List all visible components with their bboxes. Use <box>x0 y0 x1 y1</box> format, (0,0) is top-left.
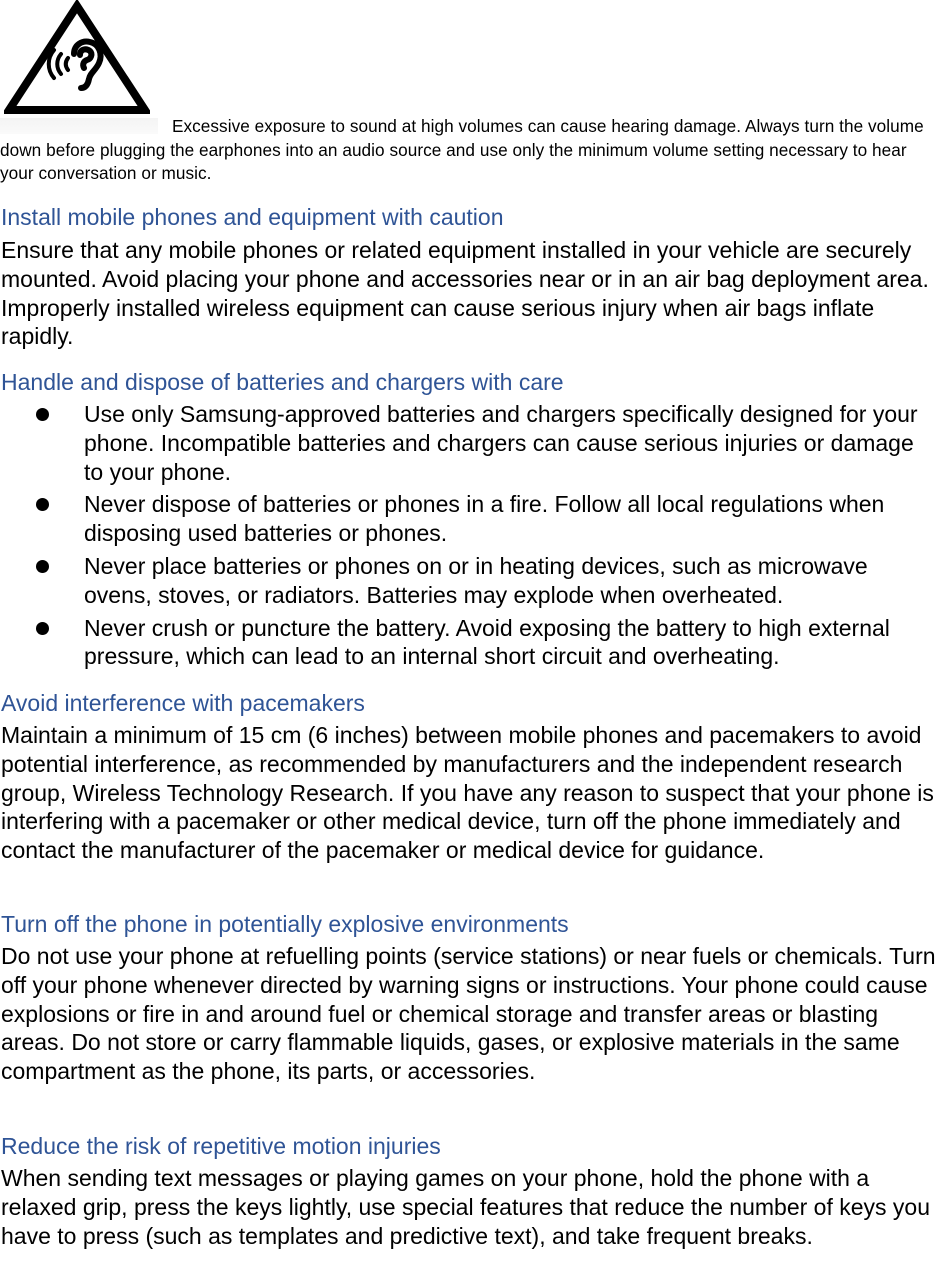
repetitive-paragraph: When sending text messages or playing games on your phone, hold the phone with a relaxed grip, press the keys lightly, use special features that reduce the number of keys you have to press (such as templates and predictive text), and take frequent breaks. <box>1 1165 931 1249</box>
bullet-icon <box>36 498 49 511</box>
heading-install: Install mobile phones and equipment with caution <box>1 204 504 230</box>
batteries-list <box>0 400 937 675</box>
pacemakers-paragraph: Maintain a minimum of 15 cm (6 inches) between mobile phones and pacemakers to avoid potential interference, as recommended by manufacturers and the independent research group, Wireless Technology Research. If you have any reason to suspect that your phone is interfering with a pacemaker or other medical device, turn off the phone immediately and contact the manufacturer of the pacemaker or medical device for guidance. <box>1 722 934 864</box>
list-item <box>0 552 937 610</box>
hearing-warning-text: Excessive exposure to sound at high volumes can cause hearing damage. Always turn the volume down before plugging the earphones into an audio source and use only the minimum volume setting necessary to hear your conversation or music. <box>0 116 924 183</box>
bullet-icon <box>36 408 49 421</box>
bullet-icon <box>36 622 49 635</box>
install-paragraph: Ensure that any mobile phones or related equipment installed in your vehicle are securely mounted. Avoid placing your phone and accessories near or in an air bag deployment area. Improperly installed wireless equipment can cause serious injury when air bags inflate rapidly. <box>1 237 929 350</box>
list-item <box>0 614 937 672</box>
list-item <box>0 400 937 486</box>
bullet-icon <box>36 560 49 573</box>
heading-repetitive: Reduce the risk of repetitive motion injuries <box>1 1133 441 1159</box>
list-item-text: Use only Samsung-approved batteries and chargers specifically designed for your phone. Incompatible batteries and chargers can cause serious injuries or damage to your phone. <box>84 401 918 485</box>
heading-pacemakers: Avoid interference with pacemakers <box>1 690 365 716</box>
explosive-paragraph: Do not use your phone at refuelling points (service stations) or near fuels or chemicals. Turn off your phone whenever directed by warning signs or instructions. Your phone could cause explosions or fire in and around fuel or chemical storage and transfer areas or blasting areas. Do not store or carry flammable liquids, gases, or explosive materials in the same compartment as the phone, its parts, or accessories. <box>1 943 936 1085</box>
list-item-text: Never place batteries or phones on or in heating devices, such as microwave ovens, stoves, or radiators. Batteries may explode when overheated. <box>84 552 868 608</box>
heading-explosive: Turn off the phone in potentially explosive environments <box>1 911 569 937</box>
hearing-damage-warning-icon <box>4 0 150 114</box>
list-item <box>0 490 937 548</box>
heading-batteries: Handle and dispose of batteries and chargers with care <box>1 369 564 395</box>
list-item-text: Never crush or puncture the battery. Avoid exposing the battery to high external pressure, which can lead to an internal short circuit and overheating. <box>84 614 890 670</box>
list-item-text: Never dispose of batteries or phones in a fire. Follow all local regulations when disposing used batteries or phones. <box>84 491 885 547</box>
